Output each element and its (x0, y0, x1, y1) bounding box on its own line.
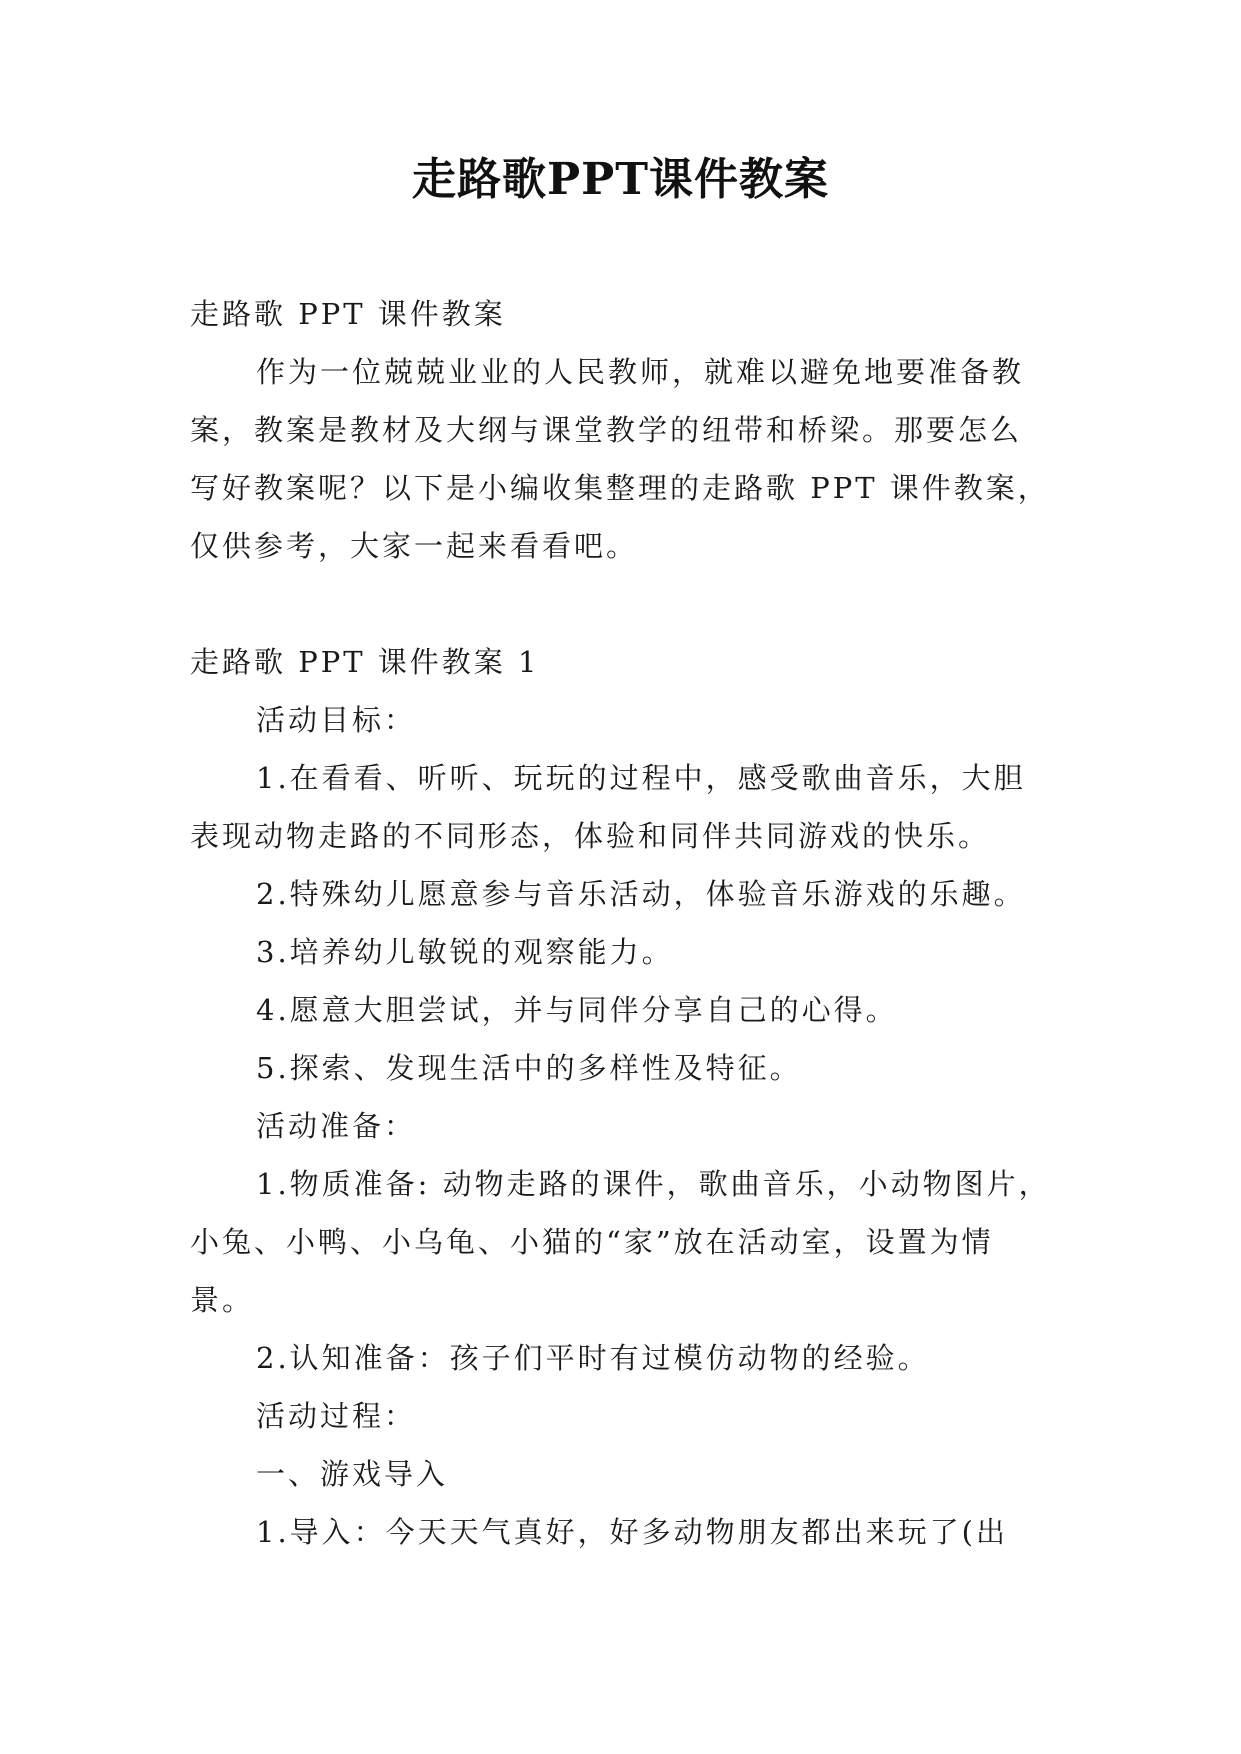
paragraph-line: 活动目标： (256, 703, 417, 737)
paragraph-line: 一、游戏导入 (256, 1457, 449, 1491)
paragraph-line: 走路歌 PPT 课件教案 (190, 297, 506, 331)
section-heading: 走路歌 PPT 课件教案 1 (190, 645, 540, 679)
paragraph-line: 小兔、小鸭、小乌龟、小猫的“家”放在活动室，设置为情 (190, 1225, 994, 1259)
paragraph-line: 案，教案是教材及大纲与课堂教学的纽带和桥梁。那要怎么 (190, 413, 1023, 447)
paragraph-line: 仅供参考，大家一起来看看吧。 (190, 529, 639, 563)
paragraph-gap (190, 575, 1070, 633)
paragraph-line: 活动准备： (256, 1109, 417, 1143)
paragraph-line: 2.认知准备：孩子们平时有过模仿动物的经验。 (256, 1341, 930, 1375)
paragraph-line: 2.特殊幼儿愿意参与音乐活动，体验音乐游戏的乐趣。 (256, 877, 1026, 911)
paragraph-line: 3.培养幼儿敏锐的观察能力。 (256, 935, 674, 969)
paragraph-line: 景。 (190, 1283, 255, 1317)
paragraph-line: 写好教案呢？以下是小编收集整理的走路歌 PPT 课件教案， (190, 471, 1050, 505)
paragraph-line: 活动过程： (256, 1399, 417, 1433)
document-title: 走路歌PPT课件教案 (412, 154, 829, 205)
paragraph-line: 1.导入：今天天气真好，好多动物朋友都出来玩了(出 (256, 1515, 1008, 1549)
paragraph-line: 表现动物走路的不同形态，体验和同伴共同游戏的快乐。 (190, 819, 991, 853)
paragraph-line: 作为一位兢兢业业的人民教师，就难以避免地要准备教 (256, 355, 1025, 389)
paragraph-line: 5.探索、发现生活中的多样性及特征。 (256, 1051, 802, 1085)
paragraph-line: 4.愿意大胆尝试，并与同伴分享自己的心得。 (256, 993, 898, 1027)
paragraph-line: 1.物质准备: 动物走路的课件，歌曲音乐，小动物图片， (256, 1167, 1051, 1201)
document-body (190, 285, 1070, 1561)
paragraph-line: 1.在看看、听听、玩玩的过程中，感受歌曲音乐，大胆 (256, 761, 1026, 795)
